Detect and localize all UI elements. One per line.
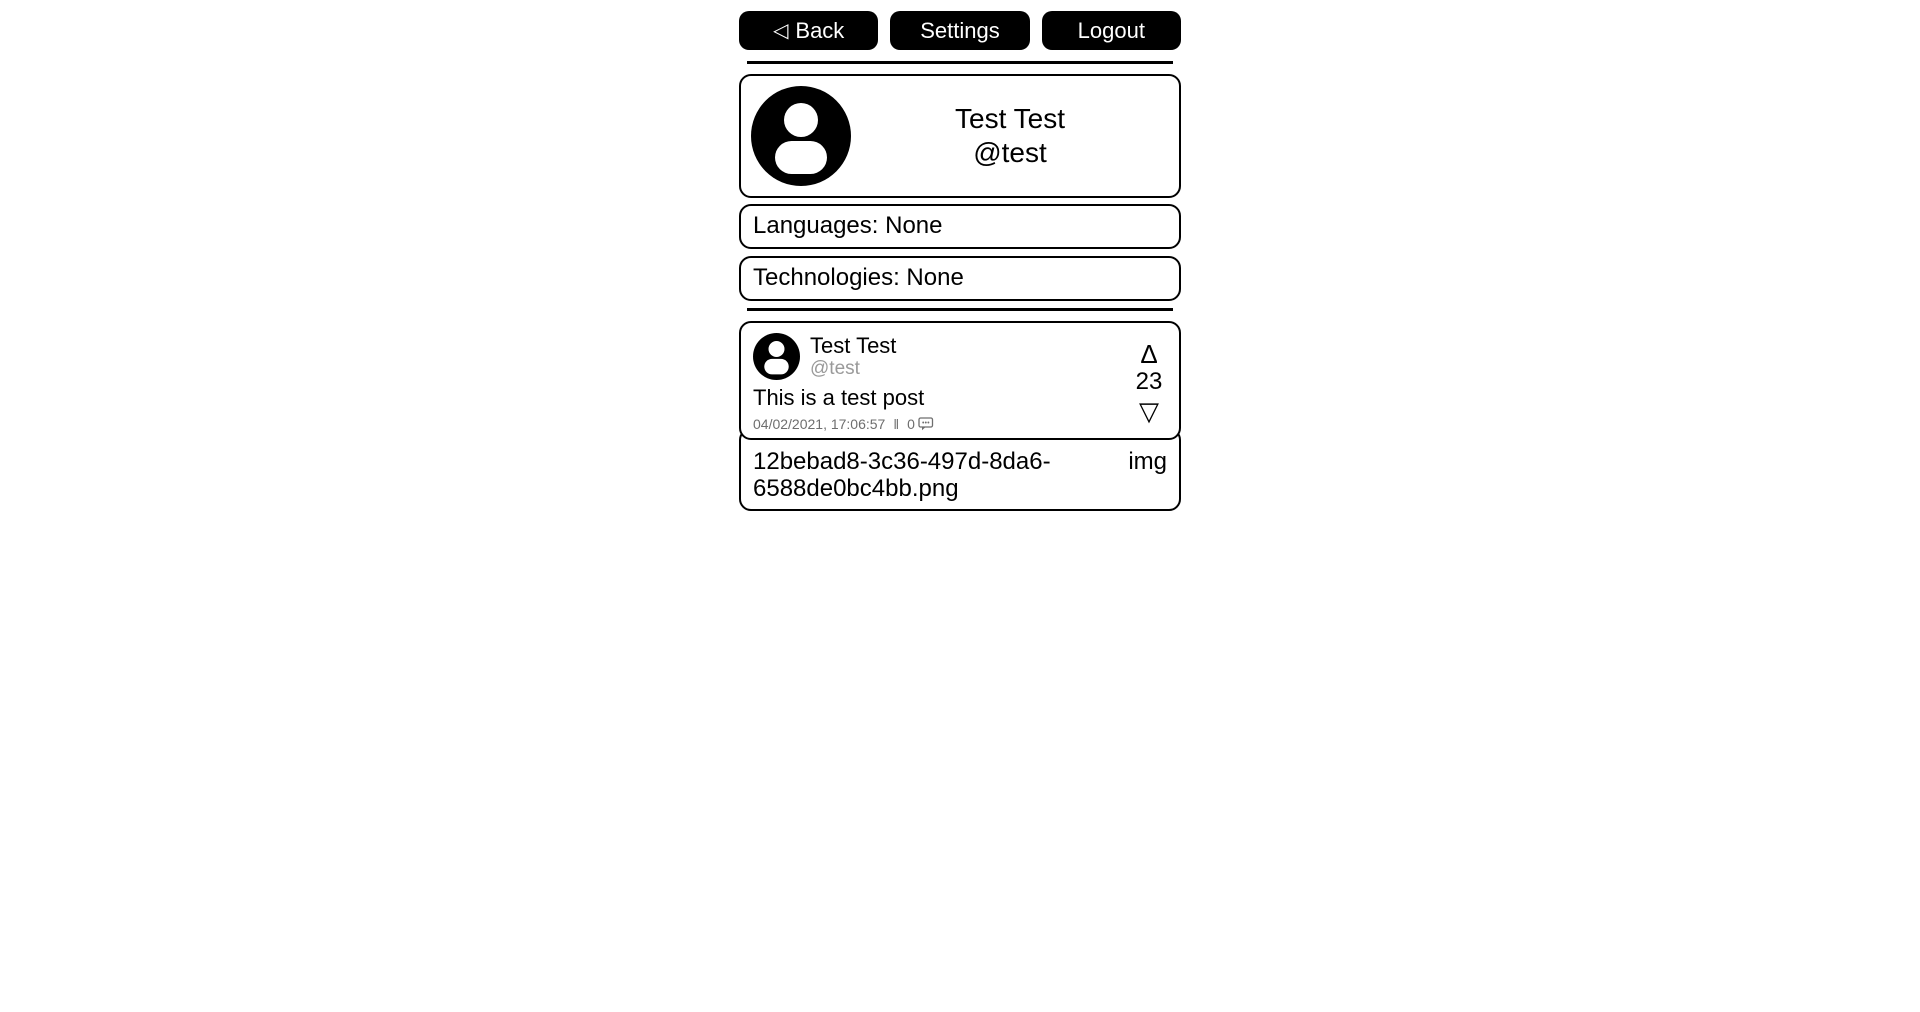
post-body: This is a test post xyxy=(753,385,925,411)
post-author xyxy=(810,333,896,380)
upvote-button[interactable]: Δ xyxy=(1140,338,1158,369)
post-author-name: Test Test xyxy=(810,333,897,358)
languages-box xyxy=(739,204,1181,249)
user-avatar-icon xyxy=(751,86,851,186)
profile-name: Test Test xyxy=(955,102,1065,134)
post-timestamp: 04/02/2021, 17:06:57 xyxy=(753,416,886,433)
back-arrow-icon: ◁ xyxy=(773,19,789,42)
post-main xyxy=(753,333,1129,432)
post-header xyxy=(753,333,1129,380)
speech-bubble-icon xyxy=(918,417,934,431)
comment-count-value: 0 xyxy=(907,416,915,433)
post-card[interactable] xyxy=(739,321,1181,440)
meta-separator: ‖ xyxy=(893,416,900,433)
posts-divider xyxy=(747,308,1173,311)
back-button[interactable] xyxy=(739,11,878,50)
app-column xyxy=(739,0,1181,511)
technologies-box xyxy=(739,256,1181,301)
user-avatar-icon xyxy=(753,333,800,380)
settings-button-label: Settings xyxy=(920,17,1000,43)
attachment-filename: 12bebad8-3c36-497d-8da6-6588de0bc4bb.png xyxy=(753,448,1051,503)
profile-handle: @test xyxy=(973,137,1047,168)
top-divider xyxy=(747,61,1173,64)
profile-card xyxy=(739,74,1181,198)
languages-label: Languages: None xyxy=(753,212,943,239)
profile-names xyxy=(851,102,1169,170)
attachment-row[interactable] xyxy=(739,428,1181,511)
logout-button-label: Logout xyxy=(1077,17,1145,43)
comment-count xyxy=(907,416,934,432)
attachment-type-label: img xyxy=(1128,448,1167,476)
settings-button[interactable] xyxy=(890,11,1029,50)
back-button-label: Back xyxy=(795,17,845,43)
vote-column xyxy=(1129,333,1169,432)
vote-score: 23 xyxy=(1135,368,1163,396)
technologies-label: Technologies: None xyxy=(753,264,964,291)
post-meta xyxy=(753,416,1129,432)
post-author-handle: @test xyxy=(810,358,860,380)
logout-button[interactable] xyxy=(1042,11,1181,50)
toolbar xyxy=(739,11,1181,50)
downvote-button[interactable]: ▽ xyxy=(1139,395,1159,426)
